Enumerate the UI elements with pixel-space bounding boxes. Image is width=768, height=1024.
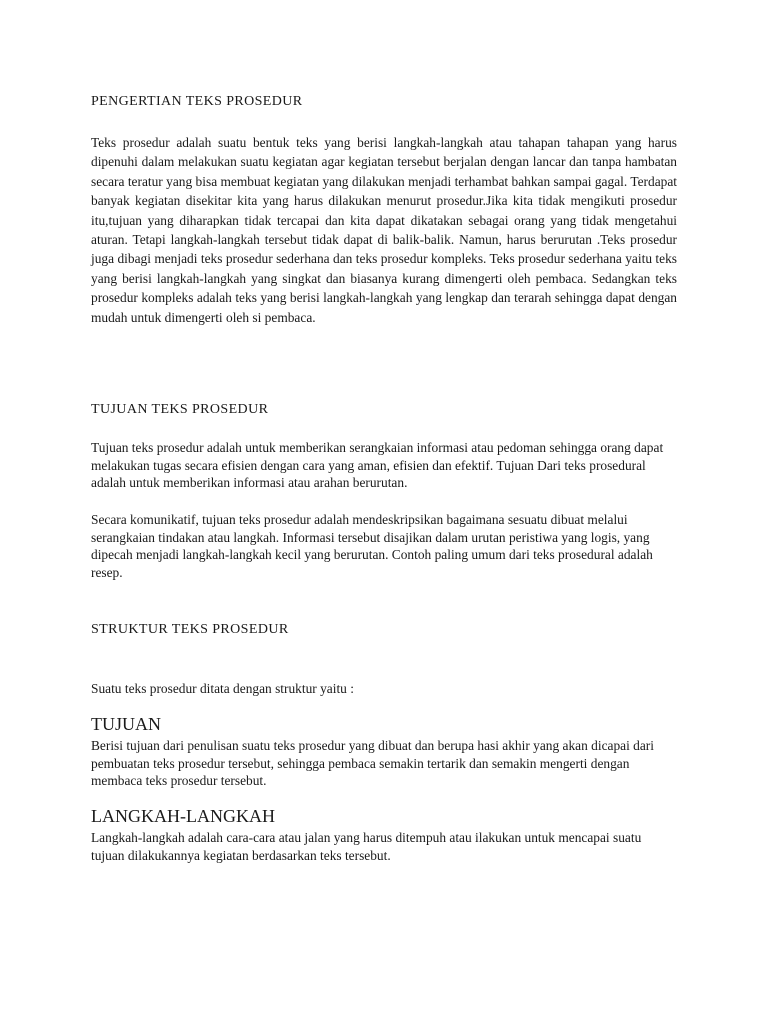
paragraph-tujuan-2: Secara komunikatif, tujuan teks prosedur adalah mendeskripsikan bagaimana sesuatu dibuat melalui serangkaian tindakan atau langkah. Informasi tersebut disajikan dalam urutan peristiwa yang logis, yang dipecah menjadi langkah-langkah kecil yang berurutan. Contoh paling umum dari teks prosedural adalah resep. <box>91 512 653 580</box>
paragraph-struktur-intro: Suatu teks prosedur ditata dengan struktur yaitu : <box>91 681 354 696</box>
heading-struktur: STRUKTUR TEKS PROSEDUR <box>91 622 289 637</box>
paragraph-struktur-tujuan: Berisi tujuan dari penulisan suatu teks prosedur yang dibuat dan berupa hasi akhir yang akan dicapai dari pembuatan teks prosedur tersebut, sehingga pembaca semakin tertarik dan semakin mengerti dengan membaca teks prosedur tersebut. <box>91 738 654 789</box>
paragraph-tujuan-1: Tujuan teks prosedur adalah untuk memberikan serangkaian informasi atau pedoman sehingga orang dapat melakukan tugas secara efisien dengan cara yang aman, efisien dan efektif. Tujuan Dari teks prosedural adalah untuk memberikan informasi atau arahan berurutan. <box>91 440 664 491</box>
heading-tujuan: TUJUAN TEKS PROSEDUR <box>91 402 269 417</box>
paragraph-struktur-langkah: Langkah-langkah adalah cara-cara atau jalan yang harus ditempuh atau ilakukan untuk mencapai suatu tujuan dilakukannya kegiatan berdasarkan teks tersebut. <box>91 830 642 863</box>
heading-pengertian: PENGERTIAN TEKS PROSEDUR <box>91 94 303 109</box>
subheading-tujuan: TUJUAN <box>91 714 161 734</box>
paragraph-pengertian: Teks prosedur adalah suatu bentuk teks yang berisi langkah-langkah atau tahapan tahapan yang harus dipenuhi dalam melakukan suatu kegiatan agar kegiatan tersebut berjalan dengan lancar dan tanpa hambatan secara teratur yang bisa membuat kegiatan yang dilakukan menjadi terhambat bahkan sampai gagal. Terdapat banyak kegiatan disekitar kita yang harus dilakukan menurut prosedur.Jika kita tidak mengikuti prosedur itu,tujuan yang diharapkan tidak tercapai dan kita dapat dikatakan sebagai orang yang tidak mengetahui aturan. Tetapi langkah-langkah tersebut tidak dapat di balik-balik. Namun, harus berurutan .Teks prosedur juga dibagi menjadi teks prosedur sederhana dan teks prosedur kompleks. Teks prosedur sederhana yaitu teks yang berisi langkah-langkah yang singkat dan biasanya kurang dimengerti oleh pembaca. Sedangkan teks prosedur kompleks adalah teks yang berisi langkah-langkah yang lengkap dan terarah sehingga dapat dengan mudah untuk dimengerti oleh si pembaca. <box>91 135 677 325</box>
subheading-langkah: LANGKAH-LANGKAH <box>91 806 275 826</box>
